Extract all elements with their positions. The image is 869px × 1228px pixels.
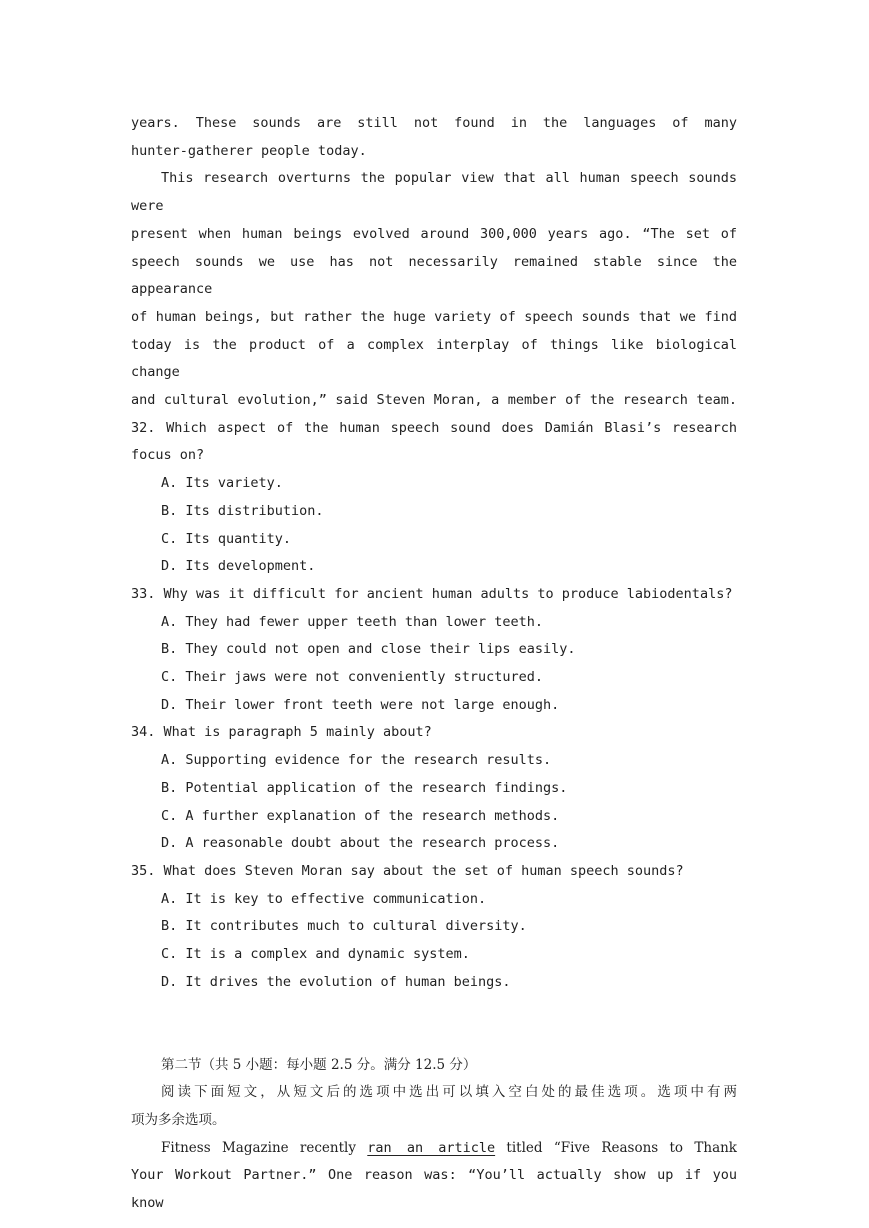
question-stem: 32. Which aspect of the human speech sound does Damián Blasi’s research [131,419,737,436]
option-d: D. A reasonable doubt about the research process. [161,835,560,852]
option-d: D. Its development. [161,558,316,575]
instruction-line: 项为多余选项。 [131,1111,226,1128]
passage-line: present when human beings evolved around 300,000 years ago. “The set of [131,225,737,242]
question-32 [131,415,737,581]
passage-line: years. These sounds are still not found in the languages of many [131,115,737,131]
question-stem: 33. Why was it difficult for ancient human adults to produce labiodentals? [131,585,733,602]
document-page [131,110,737,1218]
option-a: A. Its variety. [161,475,283,492]
option-b: B. They could not open and close their lips easily. [161,641,576,658]
question-33 [131,581,737,720]
passage-line: Your Workout Partner.” One reason was: “You’ll actually show up if you know [131,1167,737,1212]
passage-line: today is the product of a complex interplay of things like biological change [131,336,737,381]
option-b: B. It contributes much to cultural diversity. [161,918,527,935]
option-a: A. Supporting evidence for the research results. [161,752,552,769]
passage-line: speech sounds we use has not necessarily remained stable since the appearance [131,253,737,298]
question-stem: 35. What does Steven Moran say about the set of human speech sounds? [131,862,684,879]
option-d: D. It drives the evolution of human beings. [161,973,511,990]
question-stem: 34. What is paragraph 5 mainly about? [131,724,432,741]
section-2 [131,1052,737,1218]
option-c: C. Their jaws were not conveniently structured. [161,669,544,686]
option-a: A. They had fewer upper teeth than lower teeth. [161,613,544,630]
question-stem: focus on? [131,447,205,464]
option-b: B. Its distribution. [161,502,324,519]
passage-line: and cultural evolution,” said Steven Moran, a member of the research team. [131,392,737,409]
section-spacer [131,997,737,1052]
passage-line: This research overturns the popular view that all human speech sounds were [131,170,737,215]
option-d: D. Their lower front teeth were not large enough. [161,696,560,713]
section-heading: 第二节（共 5 小题：每小题 2.5 分。满分 12.5 分） [161,1056,477,1073]
question-35 [131,858,737,997]
option-b: B. Potential application of the research findings. [161,779,568,796]
passage-line: of human beings, but rather the huge variety of speech sounds that we find [131,308,737,325]
passage-line: hunter-gatherer people today. [131,142,367,159]
option-a: A. It is key to effective communication. [161,890,487,907]
option-c: C. Its quantity. [161,530,292,547]
underlined-phrase: ran an article [367,1139,496,1156]
instruction-line: 阅读下面短文，从短文后的选项中选出可以填入空白处的最佳选项。选项中有两 [161,1084,737,1101]
option-c: C. A further explanation of the research methods. [161,807,560,824]
passage-text: Fitness Magazine recently [161,1139,368,1156]
paragraph-research [131,165,737,414]
passage-line [131,1135,737,1163]
passage-text: titled “Five Reasons to Thank [495,1139,737,1156]
question-34 [131,719,737,858]
option-c: C. It is a complex and dynamic system. [161,946,470,963]
